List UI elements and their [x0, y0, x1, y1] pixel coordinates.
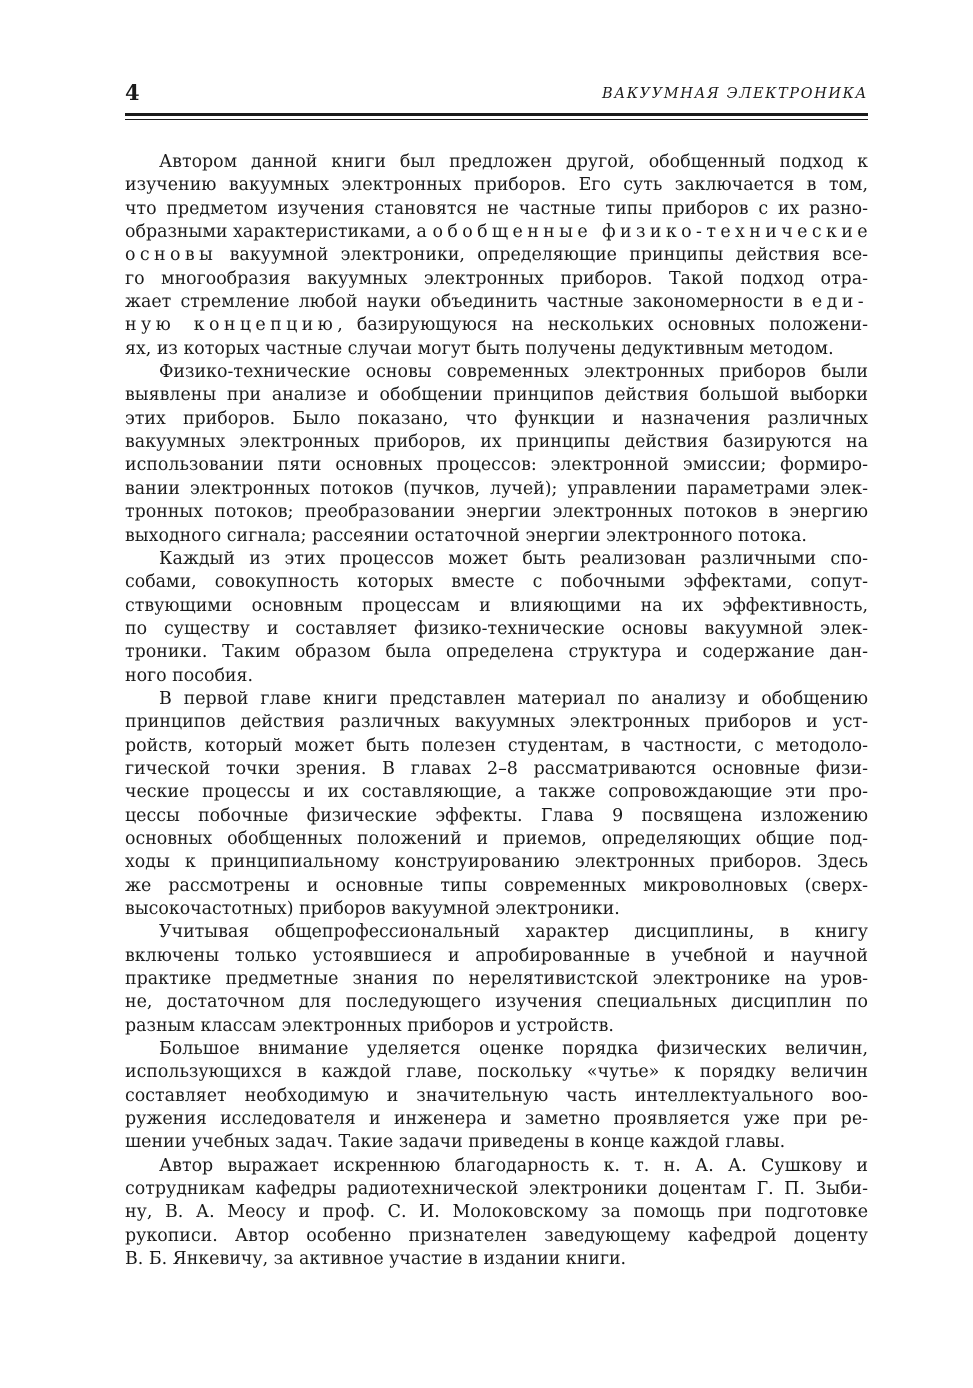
paragraph — [125, 361, 868, 548]
text-line: В. Б. Янкевичу, за активное участие в издании книги. — [125, 1249, 627, 1270]
text-line: ружения исследователя и инженера и заметно проявляется уже при ре- — [125, 1109, 868, 1130]
paragraph — [125, 1038, 868, 1155]
paragraph — [125, 548, 868, 688]
text-line: что предметом изучения становятся не частные типы приборов с их разно- — [125, 198, 868, 219]
text-line: образными характеристиками, а обобщенные физико-технические — [125, 222, 872, 243]
text-line: вакуумных электронных приборов, их принципы действия базируются на — [125, 432, 868, 453]
text-line: ройств, который может быть полезен студентам, в частности, с методоло- — [125, 735, 868, 756]
header-rule-thin — [125, 119, 868, 120]
text-line: цессы побочные физические эффекты. Глава 9 посвящена изложению — [125, 805, 868, 826]
text-line: по существу и составляет физико-технические основы вакуумной элек- — [125, 618, 868, 639]
text-line: рукописи. Автор особенно признателен заведующему кафедрой доценту — [125, 1225, 868, 1246]
text-line: сотрудникам кафедры радиотехнической электроники доцентам Г. П. Зыби- — [125, 1179, 868, 1200]
page-header — [125, 80, 868, 106]
text-line: троники. Таким образом была определена структура и содержание дан- — [125, 642, 868, 663]
text-line: основы вакуумной электроники, определяющие принципы действия все- — [125, 245, 868, 266]
text-line: ную концепцию, базирующуюся на нескольких основных положени- — [125, 315, 868, 336]
text-line: использовании пяти основных процессов: электронной эмиссии; формиро- — [125, 455, 868, 476]
text-line: тронных потоков; преобразовании энергии электронных потоков в энергию — [125, 502, 868, 523]
paragraph — [125, 688, 868, 921]
text-line: использующихся в каждой главе, поскольку «чутье» к порядку величин — [125, 1062, 868, 1083]
text-line: гической точки зрения. В главах 2–8 рассматриваются основные физи- — [125, 758, 868, 779]
header-rule-thick — [125, 113, 868, 116]
text-line: ствующими основным процессам и влияющими на их эффективность, — [125, 595, 868, 616]
text-line: выходного сигнала; рассеянии остаточной энергии электронного потока. — [125, 525, 807, 546]
text-line: Автор выражает искреннюю благодарность к. т. н. А. А. Сушкову и — [159, 1155, 868, 1176]
text-line: Физико-технические основы современных электронных приборов были — [159, 362, 868, 383]
paragraph — [125, 1155, 868, 1272]
text-line: Большое внимание уделяется оценке порядка физических величин, — [159, 1039, 868, 1060]
emphasis-spaced: ную концепцию — [125, 315, 338, 336]
text-line: собами, совокупность которых вместе с побочными эффектами, сопут- — [125, 572, 868, 593]
text-line: ческие процессы и их составляющие, а также сопровождающие эти про- — [125, 782, 868, 803]
text-line: Учитывая общепрофессиональный характер дисциплины, в книгу — [159, 922, 868, 943]
text-line: жает стремление любой науки объединить частные закономерности в еди- — [125, 292, 868, 313]
text-line: разным классам электронных приборов и устройств. — [125, 1015, 614, 1036]
emphasis-spaced: основы — [125, 245, 218, 266]
text-line: изучению вакуумных электронных приборов. Его суть заключается в том, — [125, 175, 868, 196]
text-line: высокочастотных) приборов вакуумной электроники. — [125, 899, 620, 919]
body-text — [125, 151, 872, 1272]
running-title: ВАКУУМНАЯ ЭЛЕКТРОНИКА — [601, 86, 868, 102]
text-line: принципов действия различных вакуумных электронных приборов и уст- — [125, 712, 868, 733]
text-line: Каждый из этих процессов может быть реализован различными спо- — [159, 548, 868, 569]
text-line: В первой главе книги представлен материал по анализу и обобщению — [159, 688, 868, 709]
text-line: же рассмотрены и основные типы современных микроволновых (сверх- — [125, 875, 868, 896]
text-line: не, достаточном для последующего изучения специальных дисциплин по — [125, 992, 868, 1013]
text-line: шении учебных задач. Такие задачи приведены в конце каждой главы. — [125, 1132, 786, 1153]
text-line: ходы к принципиальному конструированию электронных приборов. Здесь — [125, 852, 868, 873]
text-line: практике предметные знания по нерелятивистской электронике на уров- — [125, 969, 868, 990]
paragraph — [125, 151, 872, 361]
text-line: этих приборов. Было показано, что функции и назначения различных — [125, 408, 868, 429]
text-line: ного пособия. — [125, 665, 254, 686]
text-line: составляет необходимую и значительную часть интеллектуального воо- — [125, 1085, 868, 1106]
text-line: основных обобщенных положений и приемов, определяющих общие под- — [125, 828, 868, 849]
emphasis-spaced: обобщенные физико-технические — [432, 222, 872, 243]
text-line: Автором данной книги был предложен другой, обобщенный подход к — [159, 152, 868, 172]
text-line: ну, В. А. Меосу и проф. С. И. Молоковскому за помощь при подготовке — [125, 1202, 868, 1223]
text-line: выявлены при анализе и обобщении принципов действия большой выборки — [125, 385, 868, 406]
text-line: го многообразия вакуумных электронных приборов. Такой подход отра- — [125, 268, 868, 289]
emphasis-spaced: еди- — [811, 292, 868, 313]
text-line: включены только устоявшиеся и апробированные в учебной и научной — [125, 945, 868, 966]
text-line: ях, из которых частные случаи могут быть получены дедуктивным методом. — [125, 338, 834, 359]
text-line: вании электронных потоков (пучков, лучей); управлении параметрами элек- — [125, 478, 868, 499]
paragraph — [125, 921, 868, 1038]
page-number: 4 — [125, 80, 140, 105]
